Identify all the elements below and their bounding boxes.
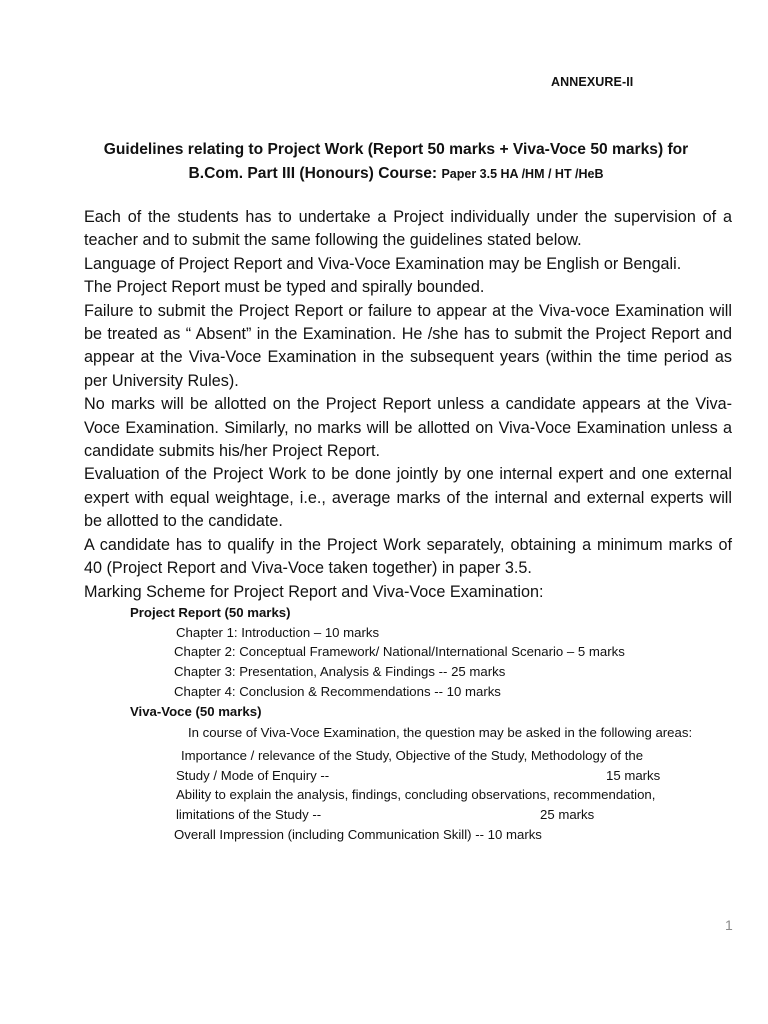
viva-area-1-text: Study / Mode of Enquiry --: [176, 767, 330, 783]
heading-line-1: Guidelines relating to Project Work (Report 50 marks + Viva-Voce 50 marks) for: [103, 141, 689, 158]
viva-area-2-marks: 25 marks: [540, 807, 595, 823]
heading-course: B.Com. Part III (Honours) Course:: [188, 165, 442, 182]
viva-voce-intro: In course of Viva-Voce Examination, the question may be asked in the following areas:: [188, 725, 693, 741]
guideline-paragraph: Evaluation of the Project Work to be done jointly by one internal expert and one external expert with equal weightage, i.e., average marks of the internal and external experts will be allotted to the candidate.: [84, 465, 732, 531]
guideline-paragraph: Failure to submit the Project Report or failure to appear at the Viva-voce Examination will be treated as “ Absent” in the Examination. He /she has to submit the Project Report and appear at the Viva-Voce Examination in the subsequent years (within the time period as per University Rules).: [84, 301, 732, 390]
guideline-paragraph: No marks will be allotted on the Project Report unless a candidate appears at the Viva-Voce Examination. Similarly, no marks will be allotted on Viva-Voce Examination unless a candidate submits his/her Project Report.: [84, 395, 732, 461]
guideline-paragraph: Marking Scheme for Project Report and Viva-Voce Examination:: [84, 582, 544, 601]
guideline-paragraph: Each of the students has to undertake a Project individually under the supervision of a teacher and to submit the same following the guidelines stated below.: [84, 208, 732, 250]
viva-voce-heading: Viva-Voce (50 marks): [130, 703, 262, 719]
viva-area-1-line-2: [176, 766, 732, 786]
guideline-paragraph: A candidate has to qualify in the Project Work separately, obtaining a minimum marks of 40 (Project Report and Viva-Voce taken together) in paper 3.5.: [84, 535, 732, 578]
viva-area-2-line-1: Ability to explain the analysis, findings, concluding observations, recommendation,: [176, 787, 656, 803]
annexure-label: ANNEXURE-II: [551, 75, 634, 89]
viva-area-2-text: limitations of the Study --: [176, 807, 322, 823]
heading-line-2: [40, 162, 752, 186]
project-report-heading: Project Report (50 marks): [130, 605, 291, 620]
guidelines-body: [84, 206, 732, 604]
viva-area-2: [130, 785, 732, 824]
document-heading: [40, 138, 752, 186]
chapter-item: Chapter 2: Conceptual Framework/ National/International Scenario – 5 marks: [174, 644, 625, 660]
viva-area-2-line-2: [176, 805, 732, 825]
marking-scheme: [130, 603, 732, 844]
heading-paper-codes: Paper 3.5 HA /HM / HT /HeB: [441, 167, 604, 181]
chapter-item: Chapter 4: Conclusion & Recommendations -- 10 marks: [174, 683, 501, 699]
viva-area-1-line-1: Importance / relevance of the Study, Objective of the Study, Methodology of the: [181, 747, 644, 763]
guideline-paragraph: The Project Report must be typed and spirally bounded.: [84, 278, 485, 297]
viva-area-3: Overall Impression (including Communication Skill) -- 10 marks: [174, 826, 542, 842]
viva-area-1-marks: 15 marks: [606, 767, 661, 783]
page-number: 1: [725, 917, 733, 933]
chapter-item: Chapter 1: Introduction – 10 marks: [176, 624, 380, 640]
guideline-paragraph: Language of Project Report and Viva-Voce Examination may be English or Bengali.: [84, 254, 682, 273]
chapter-item: Chapter 3: Presentation, Analysis & Findings -- 25 marks: [174, 664, 506, 680]
viva-area-1: [130, 746, 732, 785]
